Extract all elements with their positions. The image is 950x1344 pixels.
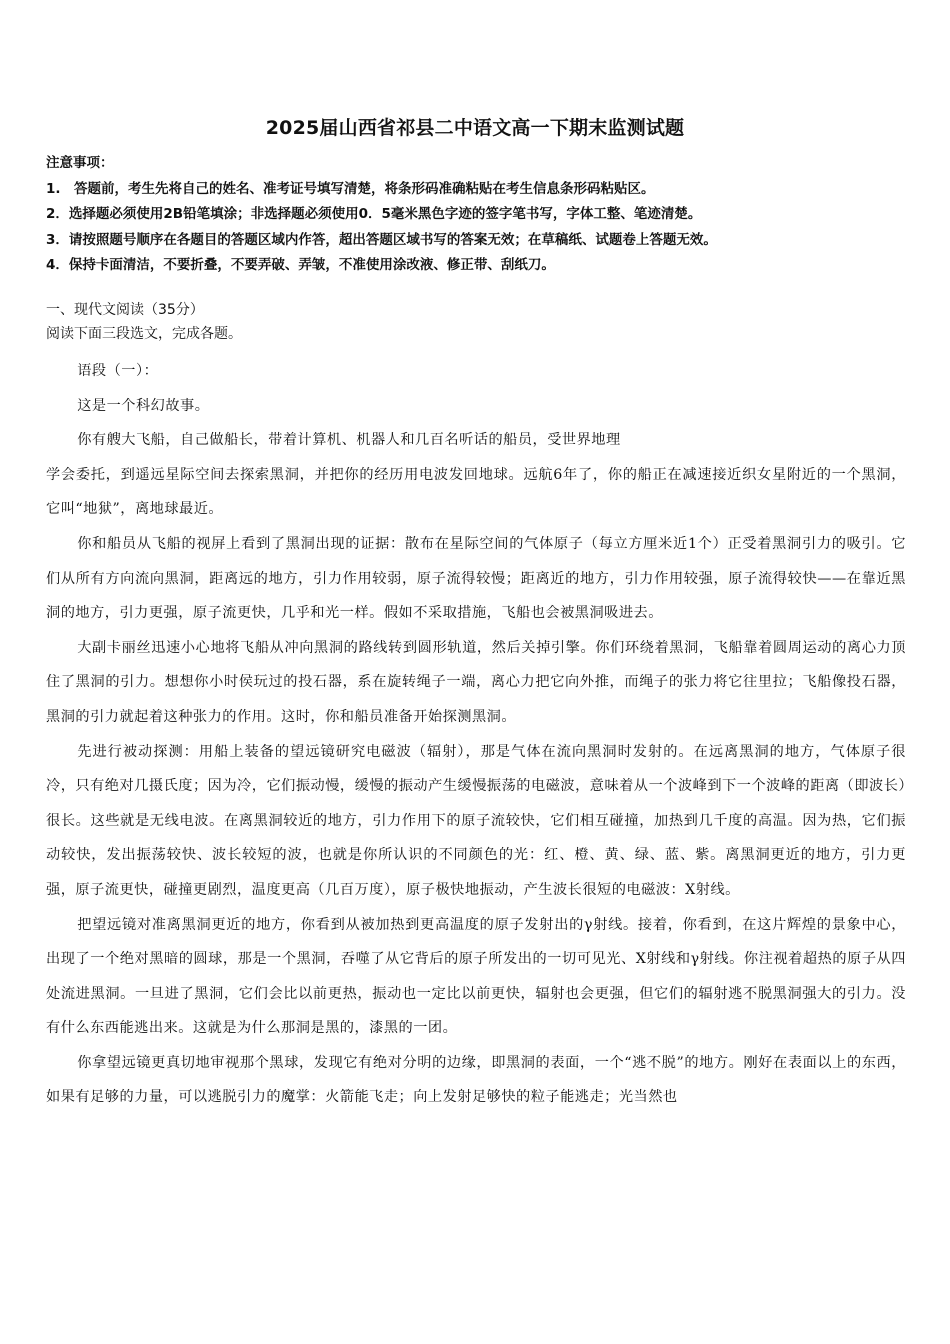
passage-paragraph: 你拿望远镜更真切地审视那个黑球，发现它有绝对分明的边缘，即黑洞的表面，一个“逃不脱”的地方。刚好在表面以上的东西，如果有足够的力量，可以逃脱引力的魔掌：火箭能飞走；向上发射足够快的粒子能逃走；光当然也 [46, 1054, 906, 1106]
exam-title: 2025届山西省祁县二中语文高一下期末监测试题 [265, 117, 685, 139]
passage-paragraph-continued: 学会委托，到遥远星际空间去探索黑洞，并把你的经历用电波发回地球。远航6年了，你的船正在减速接近织女星附近的一个黑洞，它叫“地狱”，离地球最近。 [46, 466, 906, 518]
passage-paragraph: 大副卡丽丝迅速小心地将飞船从冲向黑洞的路线转到圆形轨道，然后关掉引擎。你们环绕着黑洞，飞船靠着圆周运动的离心力顶住了黑洞的引力。想想你小时侯玩过的投石器，系在旋转绳子一端，离心力把它向外推，而绳子的张力将它往里拉；飞船像投石器，黑洞的引力就起着这种张力的作用。这时，你和船员准备开始探测黑洞。 [46, 639, 906, 725]
section-instruction: 阅读下面三段选文，完成各题。 [46, 326, 242, 342]
reading-passage [46, 354, 906, 1115]
notice-heading: 注意事项： [46, 155, 114, 171]
passage-paragraph: 你有艘大飞船，自己做船长，带着计算机、机器人和几百名听话的船员，受世界地理 [77, 432, 621, 449]
notice-item: 2．选择题必须使用2B铅笔填涂；非选择题必须使用0．5毫米黑色字迹的签字笔书写，字体工整、笔迹清楚。 [46, 206, 702, 222]
passage-paragraph: 先进行被动探测：用船上装备的望远镜研究电磁波（辐射），那是气体在流向黑洞时发射的。在远离黑洞的地方，气体原子很冷，只有绝对几摄氏度；因为冷，它们振动慢，缓慢的振动产生缓慢振荡的电磁波，意味着从一个波峰到下一个波峰的距离（即波长）很长。这些就是无线电波。在离黑洞较近的地方，引力作用下的原子流较快，它们相互碰撞，加热到几千度的高温。因为热，它们振动较快，发出振荡较快、波长较短的波，也就是你所认识的不同颜色的光：红、橙、黄、绿、蓝、紫。离黑洞更近的地方，引力更强，原子流更快，碰撞更剧烈，温度更高（几百万度），原子极快地振动，产生波长很短的电磁波：X射线。 [46, 743, 906, 898]
notice-item: 1. 答题前，考生先将自己的姓名、准考证号填写清楚，将条形码准确粘贴在考生信息条形码粘贴区。 [46, 180, 655, 197]
notice-item: 4．保持卡面清洁，不要折叠，不要弄破、弄皱，不准使用涂改液、修正带、刮纸刀。 [46, 257, 555, 273]
notice-item: 3．请按照题号顺序在各题目的答题区域内作答，超出答题区域书写的答案无效；在草稿纸、试题卷上答题无效。 [46, 231, 717, 248]
passage-paragraph: 你和船员从飞船的视屏上看到了黑洞出现的证据：散布在星际空间的气体原子（每立方厘米近1个）正受着黑洞引力的吸引。它们从所有方向流向黑洞，距离远的地方，引力作用较弱，原子流得较慢；距离近的地方，引力作用较强，原子流得较快——在靠近黑洞的地方，引力更强，原子流更快，几乎和光一样。假如不采取措施，飞船也会被黑洞吸进去。 [46, 535, 906, 622]
section-heading: 一、现代文阅读（35分） [46, 302, 204, 318]
passage-label: 语段（一）： [77, 363, 159, 379]
passage-paragraph: 这是一个科幻故事。 [77, 397, 210, 414]
notice-block [46, 151, 916, 279]
passage-paragraph: 把望远镜对准离黑洞更近的地方，你看到从被加热到更高温度的原子发射出的γ射线。接着，你看到，在这片辉煌的景象中心，出现了一个绝对黑暗的圆球，那是一个黑洞，吞噬了从它背后的原子所发出的一切可见光、X射线和γ射线。你注视着超热的原子从四处流进黑洞。一旦进了黑洞，它们会比以前更热，振动也一定比以前更快，辐射也会更强，但它们的辐射逃不脱黑洞强大的引力。没有什么东西能逃出来。这就是为什么那洞是黑的，漆黑的一团。 [46, 916, 906, 1037]
